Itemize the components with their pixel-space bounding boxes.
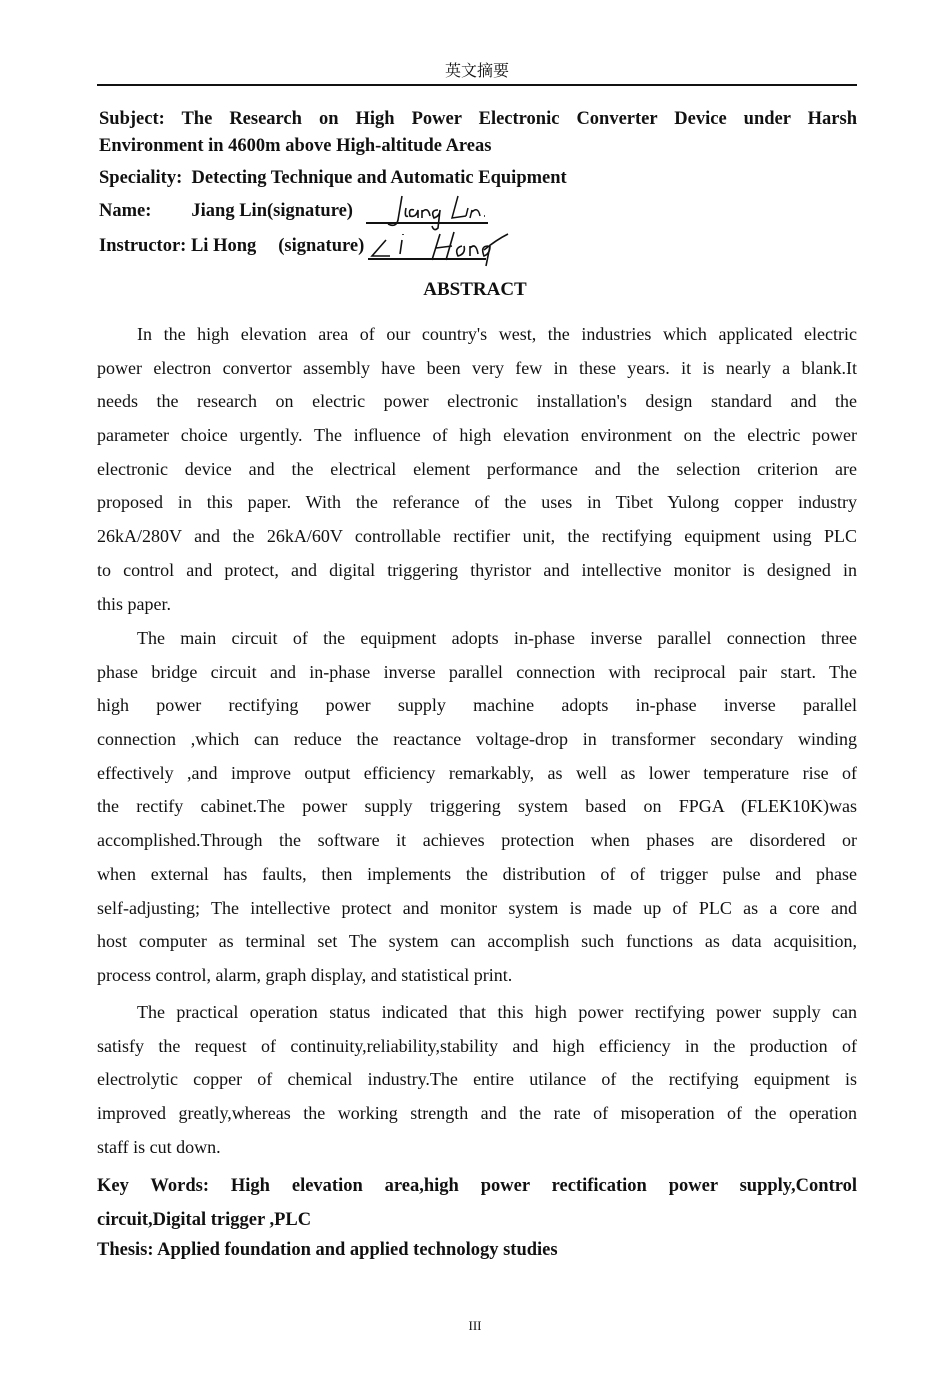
paragraph-line: staff is cut down. (97, 1136, 221, 1157)
paragraph-line: connection ,which can reduce the reactance voltage-drop in transformer secondary winding (97, 729, 857, 750)
paragraph-line: host computer as terminal set The system can accomplish such functions as data acquisition, (97, 931, 857, 952)
paragraph-line: satisfy the request of continuity,reliability,stability and high efficiency in the production of (97, 1035, 857, 1056)
paragraph-line: process control, alarm, graph display, and statistical print. (97, 964, 513, 985)
instructor-value: Li Hong (190, 236, 257, 256)
paragraph-line: The main circuit of the equipment adopts in-phase inverse parallel connection three (137, 628, 857, 648)
subject-block (99, 106, 857, 160)
paragraph-line: parameter choice urgently. The influence of high elevation environment on the electric power (97, 425, 857, 446)
instructor-label: Instructor: (99, 236, 187, 256)
keywords-line-2: circuit,Digital trigger ,PLC (97, 1209, 312, 1230)
paragraph-line: accomplished.Through the software it achieves protection when phases are disordered or (97, 830, 857, 851)
page-number: III (468, 1318, 482, 1333)
name-line (99, 201, 353, 222)
keywords-block (97, 1170, 857, 1237)
instructor-line (99, 236, 364, 257)
paragraph-line: power electron convertor assembly have been very few in these years. it is nearly a blank.It (97, 357, 857, 378)
name-value: Jiang Lin(signature) (191, 201, 353, 221)
thesis-type: Thesis: Applied foundation and applied technology studies (97, 1240, 558, 1260)
paragraph-line: self-adjusting; The intellective protect and monitor system is made up of PLC as a core and (97, 897, 857, 918)
speciality-line (99, 168, 567, 189)
instructor-signature-label: (signature) (278, 236, 365, 256)
subject-label: Subject: (99, 109, 165, 129)
paragraph-line: needs the research on electric power electronic installation's design standard and the (97, 391, 857, 412)
paragraph-line: electrolytic copper of chemical industry.The entire utilance of the rectifying equipment is (97, 1069, 857, 1090)
paragraph-line: high power rectifying power supply machine adopts in-phase inverse parallel (97, 695, 857, 716)
paragraph-line: electronic device and the electrical element performance and the selection criterion are (97, 458, 857, 479)
paragraph-line: to control and protect, and digital triggering thyristor and intellective monitor is designed in (97, 559, 857, 580)
paragraph-line: proposed in this paper. With the referance of the uses in Tibet Yulong copper industry (97, 492, 857, 513)
paragraph-line: improved greatly,whereas the working strength and the rate of misoperation of the operation (97, 1103, 857, 1124)
name-label: Name: (99, 201, 152, 221)
paragraph-line: In the high elevation area of our country's west, the industries which applicated electric (137, 324, 857, 344)
paragraph-line: effectively ,and improve output efficiency remarkably, as well as lower temperature rise of (97, 762, 857, 783)
subject-text: The Research on High Power Electronic Converter Device under Harsh (181, 109, 857, 129)
abstract-paragraph-3 (97, 996, 857, 1164)
paragraph-line: The practical operation status indicated that this high power rectifying power supply can (137, 1002, 857, 1022)
speciality-value: Detecting Technique and Automatic Equipment (191, 168, 567, 188)
subject-line-2: Environment in 4600m above High-altitude Areas (99, 136, 492, 156)
paragraph-line: this paper. (97, 593, 171, 614)
header-rule (97, 84, 857, 86)
running-header: 英文摘要 (444, 61, 509, 80)
subject-line-1 (99, 106, 857, 133)
instructor-signature (366, 226, 516, 272)
paragraph-line: 26kA/280V and the 26kA/60V controllable rectifier unit, the rectifying equipment using PLC (97, 526, 857, 547)
keywords-line-1: Key Words: High elevation area,high power rectification power supply,Control (97, 1176, 857, 1196)
abstract-paragraph-1 (97, 318, 857, 621)
paragraph-line: the rectify cabinet.The power supply triggering system based on FPGA (FLEK10K)was (97, 796, 857, 817)
paragraph-line: when external has faults, then implements the distribution of of trigger pulse and phase (97, 863, 857, 884)
speciality-label: Speciality: (99, 168, 183, 188)
abstract-paragraph-2 (97, 622, 857, 993)
abstract-title: ABSTRACT (423, 279, 527, 300)
paragraph-line: phase bridge circuit and in-phase inverse parallel connection with reciprocal pair start. The (97, 661, 857, 682)
